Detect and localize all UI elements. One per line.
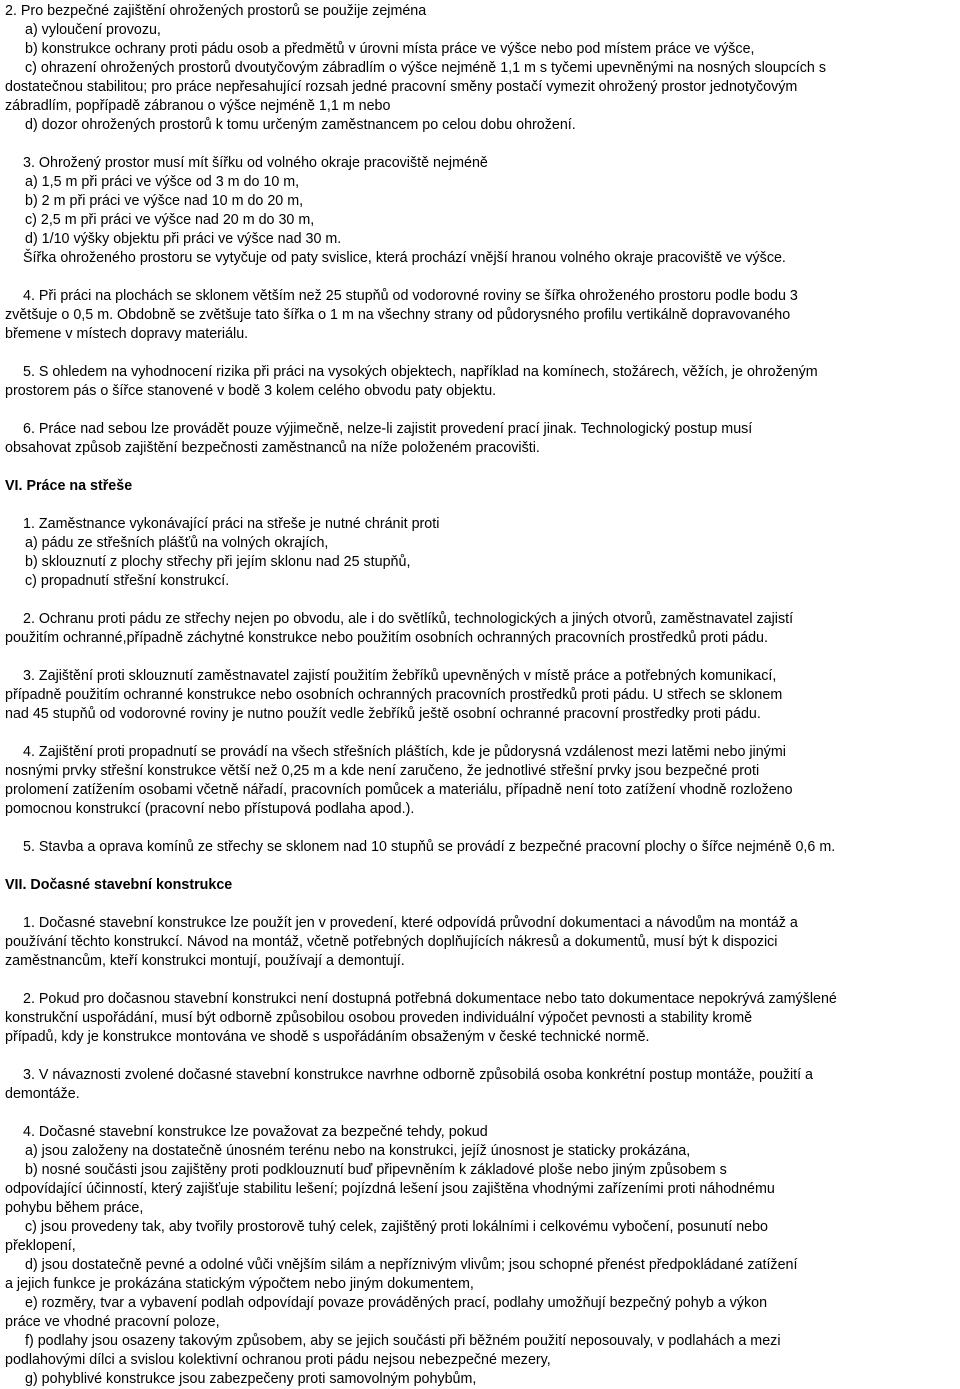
paragraph: 4. Dočasné stavební konstrukce lze považovat za bezpečné tehdy, pokud [23, 1124, 488, 1140]
paragraph: 6. Práce nad sebou lze provádět pouze výjimečně, nelze-li zajistit provedení prací jinak. Technologický postup musí [23, 421, 753, 437]
list-item: b) konstrukce ochrany proti pádu osob a předmětů v úrovni místa práce ve výšce nebo pod místem práce ve výšce, [25, 41, 755, 57]
text-line: prolomení zatížením osobami včetně nářadí, pracovních pomůcek a materiálu, případně není toto zatížení vhodně rozloženo [5, 782, 793, 798]
section-4 [5, 287, 954, 344]
list-item: c) jsou provedeny tak, aby tvořily prostorově tuhý celek, zajištěný proti lokálními i celkovému vybočení, posunutí nebo [25, 1219, 769, 1235]
list-item: a) jsou založeny na dostatečně únosném terénu nebo na konstrukci, jejíž únosnost je staticky prokázána, [25, 1143, 691, 1159]
section-3 [5, 154, 954, 268]
list-item: d) jsou dostatečně pevné a odolné vůči vnějším silám a nepříznivým vlivům; jsou schopné přenést předpokládané zatížení [25, 1257, 798, 1273]
section-5 [5, 363, 954, 401]
text-line: a jejich funkce je prokázána statickým výpočtem nebo jiným dokumentem, [5, 1276, 474, 1292]
list-item: a) pádu ze střešních plášťů na volných okrajích, [25, 535, 329, 551]
list-item: c) ohrazení ohrožených prostorů dvoutyčovým zábradlím o výšce nejméně 1,1 m s tyčemi upevněnými na nosných sloupcích s [25, 60, 827, 76]
paragraph: 1. Zaměstnance vykonávající práci na střeše je nutné chránit proti [23, 516, 440, 532]
text-line: břemene v místech dopravy materiálu. [5, 326, 249, 342]
list-item: d) 1/10 výšky objektu při práci ve výšce nad 30 m. [25, 231, 342, 247]
list-item: b) nosné součásti jsou zajištěny proti podklouznutí buď připevněním k základové ploše nebo jiným způsobem s [25, 1162, 727, 1178]
section-6 [5, 420, 954, 458]
paragraph: 4. Při práci na plochách se sklonem větším než 25 stupňů od vodorovné roviny se šířka ohroženého prostoru podle bodu 3 [23, 288, 798, 304]
text-line: demontáže. [5, 1086, 80, 1102]
section-2 [5, 2, 954, 135]
list-item: b) sklouznutí z plochy střechy při jejím sklonu nad 25 stupňů, [25, 554, 411, 570]
text-line: zábradlím, popřípadě zábranou o výšce nejméně 1,1 m nebo [5, 98, 391, 114]
list-item: g) pohyblivé konstrukce jsou zabezpečeny proti samovolným pohybům, [25, 1371, 477, 1387]
paragraph: 5. S ohledem na vyhodnocení rizika při práci na vysokých objektech, například na komínech, stožárech, věžích, je ohroženým [23, 364, 818, 380]
list-item: a) 1,5 m při práci ve výšce od 3 m do 10 m, [25, 174, 300, 190]
paragraph: 5. Stavba a oprava komínů ze střechy se sklonem nad 10 stupňů se provádí z bezpečné pracovní plochy o šířce nejméně 0,6 m. [23, 839, 836, 855]
text-line: zvětšuje o 0,5 m. Obdobně se zvětšuje tato šířka o 1 m na všechny strany od půdorysného profilu vertikálně dopravovaného [5, 307, 791, 323]
text-line: pohybu během práce, [5, 1200, 144, 1216]
text-line: Šířka ohroženého prostoru se vytyčuje od paty svislice, která prochází vnější hranou volného okraje pracoviště ve výšce. [23, 250, 786, 266]
list-item: b) 2 m při práci ve výšce nad 10 m do 20 m, [25, 193, 304, 209]
list-item: f) podlahy jsou osazeny takovým způsobem, aby se jejich součásti při běžném použití neposouvaly, v podlahách a mezi [25, 1333, 781, 1349]
text-line: dostatečnou stabilitou; pro práce nepřesahující rozsah jedné pracovní směny postačí vymezit ohrožený prostor jednotyčovým [5, 79, 798, 95]
paragraph: 3. Ohrožený prostor musí mít šířku od volného okraje pracoviště nejméně [23, 155, 488, 171]
text-line: podlahovými dílci a svislou kolektivní ochranou proti pádu nejsou nebezpečné mezery, [5, 1352, 551, 1368]
text-line: překlopení, [5, 1238, 76, 1254]
list-item: e) rozměry, tvar a vybavení podlah odpovídají povaze prováděných prací, podlahy umožňují bezpečný pohyb a výkon [25, 1295, 768, 1311]
list-item: c) 2,5 m při práci ve výšce nad 20 m do 30 m, [25, 212, 315, 228]
text-line: používání těchto konstrukcí. Návod na montáž, včetně potřebných doplňujících nákresů a dokumentů, musí být k dispozici [5, 934, 778, 950]
text-line: práce ve vhodné pracovní poloze, [5, 1314, 220, 1330]
paragraph: 2. Pro bezpečné zajištění ohrožených prostorů se použije zejména [5, 3, 427, 19]
chapter-heading: VII. Dočasné stavební konstrukce [5, 877, 233, 893]
paragraph: 3. Zajištění proti sklouznutí zaměstnavatel zajistí použitím žebříků upevněných v místě práce a potřebných komunikací, [23, 668, 777, 684]
text-line: nad 45 stupňů od vodorovné roviny je nutno použít vedle žebříků ještě osobní ochranné pracovní prostředky proti pádu. [5, 706, 761, 722]
text-line: případně použitím ochranné konstrukce nebo osobních ochranných pracovních prostředků proti pádu. U střech se sklonem [5, 687, 783, 703]
paragraph: 3. V návaznosti zvolené dočasné stavební konstrukce navrhne odborně způsobilá osoba konkrétní postup montáže, použití a [23, 1067, 814, 1083]
text-line: nosnými prvky střešní konstrukce větší než 0,25 m a kde není zaručeno, že jednotlivé střešní prvky jsou bezpečné proti [5, 763, 760, 779]
paragraph: 4. Zajištění proti propadnutí se provádí na všech střešních pláštích, kde je půdorysná vzdálenost mezi latěmi nebo jinými [23, 744, 786, 760]
list-item: d) dozor ohrožených prostorů k tomu určeným zaměstnancem po celou dobu ohrožení. [25, 117, 576, 133]
text-line: prostorem pás o šířce stanovené v bodě 3 kolem celého obvodu paty objektu. [5, 383, 497, 399]
text-line: konstrukční uspořádání, musí být odborně způsobilou osobou proveden individuální výpočet pevnosti a stability kromě [5, 1010, 753, 1026]
paragraph: 2. Ochranu proti pádu ze střechy nejen po obvodu, ale i do světlíků, technologických a jiných otvorů, zaměstnavatel zajistí [23, 611, 794, 627]
chapter-heading: VI. Práce na střeše [5, 478, 133, 494]
text-line: obsahovat způsob zajištění bezpečnosti zaměstnanců na níže položeném pracovišti. [5, 440, 540, 456]
list-item: a) vyloučení provozu, [25, 22, 161, 38]
paragraph: 2. Pokud pro dočasnou stavební konstrukci není dostupná potřebná dokumentace nebo tato dokumentace nepokrývá zamýšlené [23, 991, 837, 1007]
text-line: odpovídající účinností, který zajišťuje stabilitu lešení; pojízdná lešení jsou zajištěna vhodnými zařízeními proti náhodnému [5, 1181, 775, 1197]
list-item: c) propadnutí střešní konstrukcí. [25, 573, 230, 589]
chapter-7 [5, 876, 954, 1389]
text-line: pomocnou konstrukcí (pracovní nebo přístupová podlaha apod.). [5, 801, 415, 817]
chapter-6 [5, 477, 954, 857]
text-line: zaměstnancům, kteří konstrukci montují, používají a demontují. [5, 953, 405, 969]
text-line: použitím ochranné,případně záchytné konstrukce nebo použitím osobních ochranných pracovních prostředků proti pádu. [5, 630, 768, 646]
text-line: případů, kdy je konstrukce montována ve shodě s uspořádáním obsaženým v české technické normě. [5, 1029, 650, 1045]
paragraph: 1. Dočasné stavební konstrukce lze použít jen v provedení, které odpovídá průvodní dokumentaci a návodům na montáž a [23, 915, 798, 931]
